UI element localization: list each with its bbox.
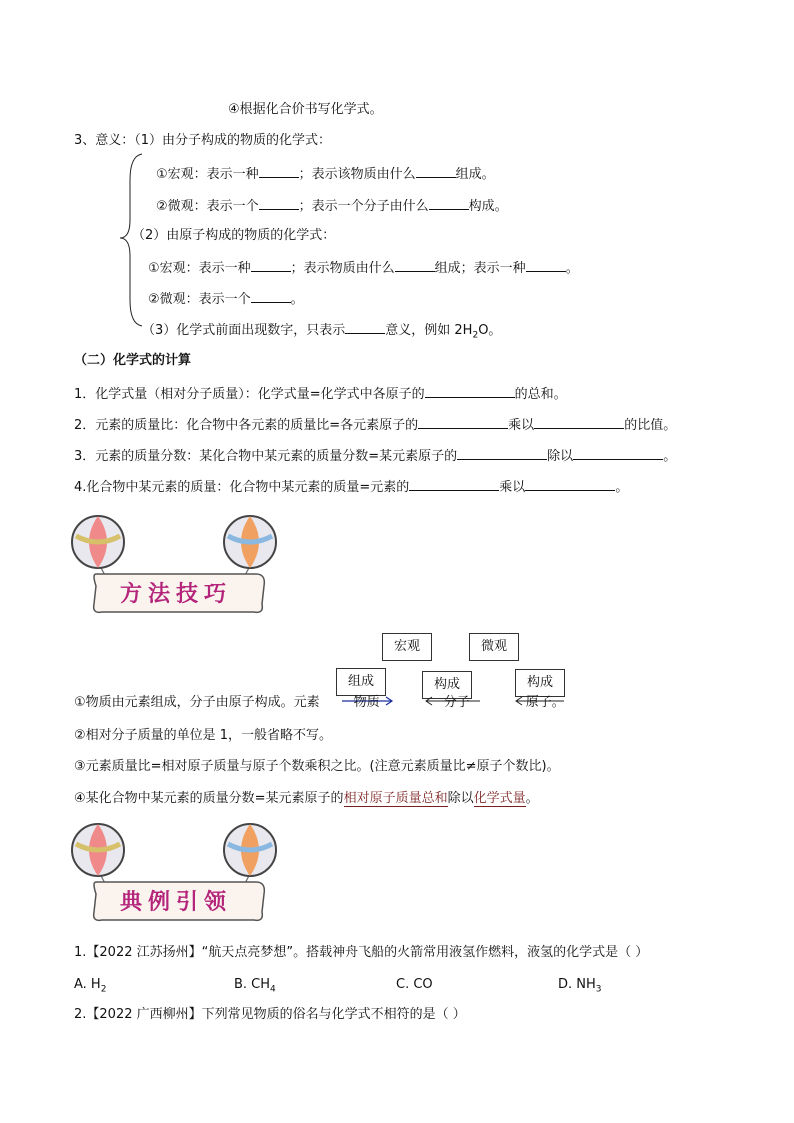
- macro-line-2: ①宏观：表示一种 ；表示物质由什么 组成；表示一种 。: [148, 258, 579, 278]
- part3-line: （3）化学式前面出现数字，只表示 意义，例如 $2H_2O$。: [142, 320, 501, 345]
- calc-line-1: 1．化学式量（相对分子质量）：化学式量=化学式中各原子的 的总和。: [74, 384, 567, 404]
- question-2: 2.【2022 广西柳州】下列常见物质的俗名与化学式不相符的是（ ）: [74, 1007, 466, 1022]
- box-micro: 微观: [469, 633, 519, 661]
- box-macro: 宏观: [382, 633, 432, 661]
- q1-option-d: D. $NH_3$: [558, 977, 602, 995]
- micro-line-1: ②微观：表示一个 ；表示一个分子由什么 构成。: [156, 196, 508, 216]
- box-construct-2: 构成: [515, 669, 565, 697]
- meaning-title: 3、意义：（1）由分子构成的物质的化学式：: [74, 133, 332, 148]
- tip-1: ①物质由元素组成，分子由原子构成。元素 物质 分子 原子。: [74, 695, 565, 710]
- banner-examples: [68, 816, 278, 926]
- q1-option-c: C. CO: [396, 977, 433, 992]
- box-construct-1: 构成: [422, 671, 472, 699]
- part2-title: （2）由原子构成的物质的化学式：: [132, 228, 336, 243]
- banner-title-1: 方法技巧: [119, 581, 233, 607]
- calc-line-4: 4.化合物中某元素的质量：化合物中某元素的质量=元素的 乘以 。: [74, 477, 628, 497]
- rule-4: ④根据化合价书写化学式。: [228, 102, 383, 117]
- box-compose: 组成: [336, 668, 386, 696]
- banner-method-tips: [68, 508, 278, 618]
- q1-option-a: A. $H_2$: [74, 977, 107, 995]
- tip-4: ④某化合物中某元素的质量分数=某元素原子的相对原子质量总和除以化学式量。: [74, 791, 539, 806]
- tip-3: ③元素质量比=相对原子质量与原子个数乘积之比。(注意元素质量比≠原子个数比)。: [74, 759, 560, 774]
- calc-line-3: 3．元素的质量分数：某化合物中某元素的质量分数=某元素原子的 除以 。: [74, 446, 676, 466]
- micro-line-2: ②微观：表示一个 。: [148, 289, 304, 309]
- question-1: 1.【2022 江苏扬州】“航天点亮梦想”。搭载神舟飞船的火箭常用液氢作燃料，液氢的化学式是（ ）: [74, 945, 649, 960]
- calc-line-2: 2．元素的质量比：化合物中各元素的质量比=各元素原子的 乘以 的比值。: [74, 415, 676, 435]
- macro-line-1: ①宏观：表示一种 ；表示该物质由什么 组成。: [156, 164, 495, 184]
- banner-title-2: 典例引领: [119, 889, 233, 915]
- tip-2: ②相对分子质量的单位是 1，一般省略不写。: [74, 728, 333, 743]
- q1-option-b: B. $CH_4$: [234, 977, 276, 995]
- calc-title: （二）化学式的计算: [74, 353, 192, 368]
